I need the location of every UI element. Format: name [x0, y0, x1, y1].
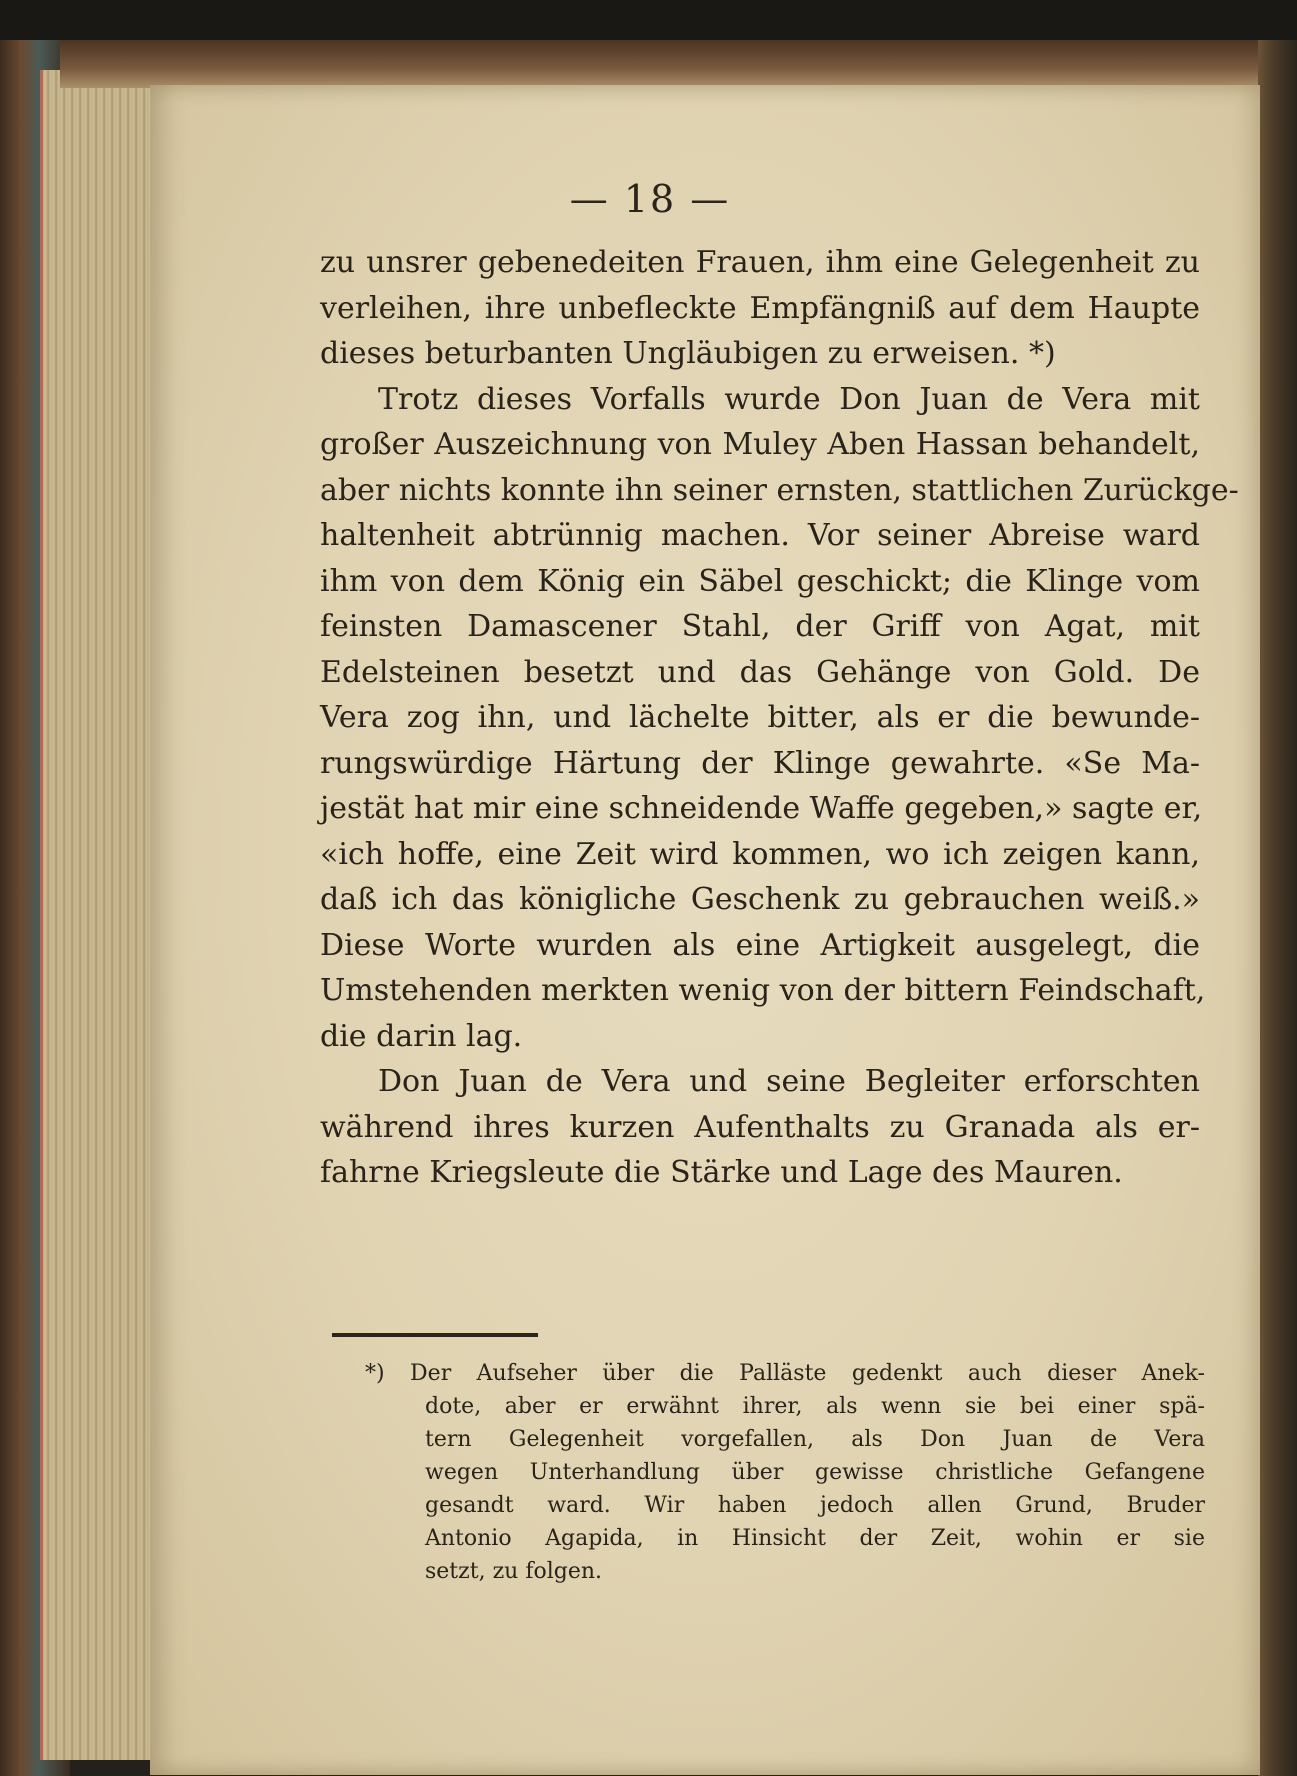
page-stack	[40, 70, 163, 1760]
footnote-line: gesandt ward. Wir haben jedoch allen Grund, Bruder	[425, 1493, 1205, 1518]
body-line: Edelsteinen besetzt und das Gehänge von Gold. De	[320, 654, 1200, 690]
book-right-edge	[1258, 40, 1297, 1776]
body-line: Don Juan de Vera und seine Begleiter erforschten	[378, 1064, 1200, 1099]
footnote-rule	[332, 1333, 538, 1337]
body-line: feinsten Damascener Stahl, der Griff von Agat, mit	[320, 609, 1200, 644]
footnote-line: tern Gelegenheit vorgefallen, als Don Juan de Vera	[425, 1427, 1205, 1452]
body-line: haltenheit abtrünnig machen. Vor seiner Abreise ward	[320, 518, 1200, 553]
book-page	[150, 85, 1260, 1775]
body-line: aber nichts konnte ihn seiner ernsten, stattlichen Zurückge-	[320, 472, 1239, 508]
footnote	[365, 1357, 1205, 1588]
body-line: während ihres kurzen Aufenthalts zu Granada als er-	[320, 1109, 1200, 1145]
body-text	[320, 240, 1239, 1196]
body-line: Vera zog ihn, und lächelte bitter, als er die bewunde-	[320, 700, 1200, 735]
body-line: Umstehenden merkten wenig von der bittern Feindschaft,	[320, 973, 1206, 1008]
footnote-line: wegen Unterhandlung über gewisse christliche Gefangene	[425, 1460, 1205, 1485]
body-line: daß ich das königliche Geschenk zu gebrauchen weiß.»	[320, 882, 1200, 917]
body-line: Diese Worte wurden als eine Artigkeit ausgelegt, die	[320, 927, 1200, 963]
footnote-line: dote, aber er erwähnt ihrer, als wenn sie bei einer spä-	[425, 1394, 1205, 1419]
body-line: ihm von dem König ein Säbel geschickt; die Klinge vom	[320, 563, 1200, 599]
body-line: zu unsrer gebenedeiten Frauen, ihm eine Gelegenheit zu	[320, 245, 1200, 280]
body-line: verleihen, ihre unbefleckte Empfängniß auf dem Haupte	[320, 290, 1200, 326]
body-line: großer Auszeichnung von Muley Aben Hassan behandelt,	[320, 427, 1200, 462]
footnote-line: *) Der Aufseher über die Palläste gedenkt auch dieser Anek-	[365, 1361, 1205, 1386]
book-top-edge	[60, 40, 1297, 88]
body-line: fahrne Kriegsleute die Stärke und Lage des Mauren.	[320, 1155, 1123, 1190]
body-line: die darin lag.	[320, 1018, 523, 1054]
footnote-line: setzt, zu folgen.	[425, 1559, 603, 1584]
body-line: Trotz dieses Vorfalls wurde Don Juan de Vera mit	[378, 381, 1200, 417]
page-number: — 18 —	[569, 177, 731, 221]
body-line: dieses beturbanten Ungläubigen zu erweisen. *)	[320, 336, 1056, 371]
body-line: jestät hat mir eine schneidende Waffe gegeben,» sagte er,	[320, 791, 1203, 826]
footnote-line: Antonio Agapida, in Hinsicht der Zeit, wohin er sie	[425, 1526, 1205, 1551]
body-line: «ich hoffe, eine Zeit wird kommen, wo ich zeigen kann,	[320, 836, 1200, 872]
body-line: rungswürdige Härtung der Klinge gewahrte. «Se Ma-	[320, 745, 1200, 781]
